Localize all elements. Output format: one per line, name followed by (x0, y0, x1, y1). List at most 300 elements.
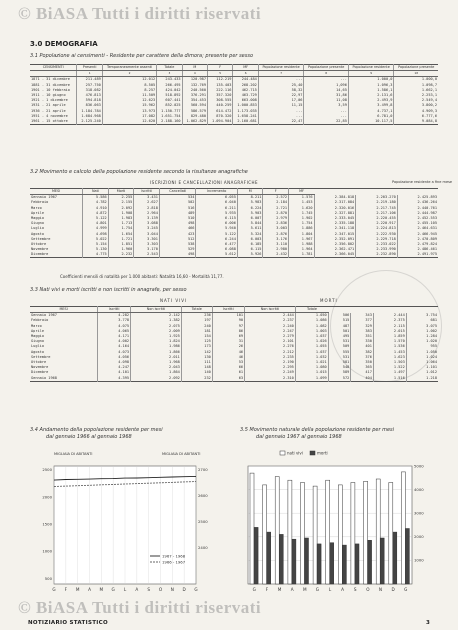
t32-cell: 466 (159, 226, 196, 231)
t32-cell: 2.721 (263, 206, 289, 211)
t32-cell: 1.960 (108, 247, 134, 252)
t33-cell: 4.171 (98, 334, 131, 339)
t32-cell: 1.804 (289, 232, 315, 237)
t33-cell: 343 (351, 313, 374, 319)
t31-cell: 829.480 (182, 114, 207, 119)
t31-cell: 2.253,1 (394, 93, 438, 98)
t32-cell: 3.088 (134, 221, 160, 226)
t31-cell: 518.892 (157, 93, 182, 98)
t33-cell: 531 (328, 339, 351, 344)
t33-cell: 404 (351, 375, 374, 381)
t32-cell: 2.232.890 (356, 252, 398, 258)
t31-cell: 1.184.784 (77, 109, 102, 114)
t32-cell: Marzo (31, 205, 42, 210)
t33-cell: 140 (181, 370, 212, 375)
t31-cell: 560.594 (182, 103, 207, 108)
t33-cell: 1.037 (295, 334, 328, 339)
right-axis-unit: MIGLIAIA DI ABITANTI (162, 452, 201, 456)
t32-cell: 2.347.015 (314, 232, 356, 237)
t32-cell: 2.486.461 (397, 247, 438, 252)
t33-cell: 2.249 (245, 370, 296, 375)
t32-cell: 5.130 (83, 247, 109, 252)
t33-cell: 555 (328, 350, 351, 355)
t32-cell: 5.324 (237, 232, 263, 237)
t31-cell: 357.320 (208, 93, 233, 98)
t31-cell: 2.493,9 (348, 98, 394, 103)
legend-swatch (310, 451, 315, 455)
t33-cell: Luglio (31, 344, 44, 349)
t31-cell: 1,096 (304, 83, 348, 88)
t32-cell: 498 (159, 221, 196, 226)
t32-cell: 1.576 (289, 195, 315, 201)
t33-cell: 1.623 (373, 355, 406, 360)
t33-cell: 509 (328, 344, 351, 349)
t32-cell: 1.983 (108, 216, 134, 221)
t32-cell: 2.452.553 (397, 216, 438, 221)
t32-cell: 423 (159, 232, 196, 237)
t32-cell: 2.341.118 (314, 226, 356, 231)
t32-cell: Settembre (31, 236, 51, 241)
t32-cell: 2.233.022 (356, 242, 398, 247)
t31-cell: 440.259 (208, 103, 233, 108)
t32-cell: 529 (159, 247, 196, 252)
t33-header: Non iscritti (245, 307, 296, 313)
t33-cell: 1.218 (406, 375, 438, 381)
t32-header: MF (289, 189, 315, 195)
t31-cell: 1.000,0 (394, 77, 438, 83)
t32-cell: 2.436.264 (397, 200, 438, 205)
t32-cell: 1.781 (289, 252, 315, 258)
legend-swatch (280, 451, 285, 455)
t32-cell: 2.464.631 (397, 226, 438, 231)
t32-cell: 2.440.761 (397, 206, 438, 211)
table-row (30, 375, 438, 381)
t31-cell: 1921 - 1 dicembre (31, 98, 68, 103)
t32-cell: 2.384.818 (314, 195, 356, 201)
y-tick-label: 5000 (414, 463, 424, 469)
t33-cell: 401 (351, 344, 374, 349)
t32-cell: 2.335.188 (314, 221, 356, 226)
t33-cell: 506 (328, 313, 351, 319)
y-tick-label: 4000 (414, 486, 424, 492)
t33-cell: 377 (351, 318, 374, 323)
t33-cell: 2.075 (131, 324, 182, 329)
t32-cell: 2.627 (134, 200, 160, 205)
t32-cell: 1.988 (289, 242, 315, 247)
t33-cell: 1.925 (131, 334, 182, 339)
t31-cell: 586.579 (182, 109, 207, 114)
t33-cell: 197 (181, 318, 212, 323)
t32-cell: 3.170 (134, 247, 160, 252)
t33-cell: 1.968 (131, 360, 182, 365)
t32-cell: 3.044 (134, 232, 160, 237)
t33-cell: 2.142 (131, 313, 182, 319)
t31-cell: 11.509 (102, 93, 156, 98)
chart-3-4-caption-2: dal gennaio 1966 al gennaio 1968 (46, 434, 132, 440)
t32-cell: 6.244 (196, 237, 237, 242)
t33-cell: Aprile (31, 328, 44, 333)
t33-cell: 495 (328, 334, 351, 339)
t31-cell: 12.620 (102, 119, 156, 125)
bar-nati (401, 472, 405, 584)
t33-cell: 1.050 (295, 313, 328, 319)
t33-cell: 2.101 (245, 339, 296, 344)
table-3-2 (30, 188, 438, 258)
t31-cell: 3.800,2 (394, 103, 438, 108)
t33-cell: 1.497 (373, 370, 406, 375)
t33-cell: Ottobre (31, 359, 47, 364)
x-tick-label: A (290, 587, 294, 592)
t31-cell: 10.117,5 (348, 119, 394, 125)
t32-cell: 2.203.270 (356, 195, 398, 201)
t32-cell: 2.217.745 (356, 206, 398, 211)
t32-cell: 2.229.718 (356, 237, 398, 242)
t32-cell: Giugno (31, 221, 44, 226)
right-tick-label: 2600 (198, 493, 208, 499)
t32-cell: 2.572 (263, 195, 289, 201)
t32-cell: 2.224.813 (356, 226, 398, 231)
t33-cell: 351 (351, 334, 374, 339)
t32-cell: Luglio (31, 226, 44, 231)
t33-cell: 1.032 (295, 355, 328, 360)
t32-cell: 1.721 (108, 237, 134, 242)
t32-cell: 2.220.455 (356, 216, 398, 221)
t33-cell: 1.824 (131, 339, 182, 344)
bar-nati (376, 479, 380, 584)
t33-cell: 2.276 (245, 344, 296, 349)
t31-cell: ... (258, 77, 304, 83)
t32-cell: 5.983 (237, 200, 263, 205)
t32-header: Cancellati (159, 189, 196, 195)
bar-nati (301, 483, 305, 585)
table-3-1-caption: 3.1 Popolazione ai censimenti - Residente per carattere della dimora; presente per sesso (30, 53, 254, 59)
t32-cell: 489 (159, 211, 196, 216)
bar-morti (254, 527, 258, 584)
t31-cell: 836.063 (77, 103, 102, 108)
t33-cell: 1.284 (406, 334, 438, 339)
t32-header: MESI (30, 189, 83, 195)
t32-cell: 5.935 (196, 211, 237, 216)
t32-cell: 6.224 (237, 206, 263, 211)
t33-cell: 2.295 (245, 365, 296, 370)
x-tick-label: M (302, 587, 307, 592)
t31-cell: 13.973 (102, 109, 156, 114)
t33-cell: 548 (328, 365, 351, 370)
t31-cell: 1871 - 31 dicembre (31, 77, 70, 82)
bar-nati (338, 485, 342, 584)
t33-cell: 53 (212, 360, 244, 365)
t33-cell: 4.056 (98, 355, 131, 360)
footer-title: NOTIZIARIO STATISTICO (28, 620, 108, 626)
t32-cell: 5.844 (237, 221, 263, 226)
t32-cell: 2.320.016 (314, 206, 356, 211)
t33-cell: Gennaio 1967 (31, 313, 57, 318)
t31-cell: 594.818 (77, 98, 102, 103)
t32-cell: 2.543 (134, 252, 160, 258)
t32-cell: Aprile (31, 210, 44, 215)
t33-cell: 1.522 (373, 365, 406, 370)
t32-cell: 3.303 (134, 242, 160, 247)
t33-cell: 1.050 (406, 350, 438, 355)
table-3-3-group-right: MORTI (320, 298, 338, 303)
t33-cell: 1.012 (406, 370, 438, 375)
t31-cell: 2.549,4 (394, 98, 438, 103)
t31-cell: 8.505 (102, 83, 156, 88)
t33-cell: 531 (328, 355, 351, 360)
t31-cell: 15.962 (102, 103, 156, 108)
t32-cell: 510 (159, 216, 196, 221)
t32-cell: 5.122 (196, 232, 237, 237)
x-tick-label: F (265, 587, 269, 592)
t32-cell: 2.222.930 (356, 232, 398, 237)
t33-cell: 154 (181, 334, 212, 339)
t31-cell: 852.025 (157, 103, 182, 108)
t31-cell: 6.777,6 (394, 114, 438, 119)
t31-cell: 14,65 (304, 88, 348, 93)
t31-cell: 1936 - 21 aprile (31, 108, 66, 113)
t32-cell: 6.007 (237, 216, 263, 221)
t31-colnum: 9 (348, 71, 394, 77)
t33-cell: 111 (181, 360, 212, 365)
y-tick-label: 1000 (414, 557, 424, 563)
t31-cell: 9.084,8 (394, 119, 438, 125)
t31-cell: 257.750 (77, 83, 102, 88)
t33-cell: 2.240 (245, 324, 296, 329)
t33-cell: 61 (212, 370, 244, 375)
t31-cell: 1.098,7 (394, 83, 438, 88)
t32-cell: 1.967 (289, 237, 315, 242)
x-tick-label: M (277, 587, 282, 592)
t33-cell: 1.516 (373, 375, 406, 381)
legend-label: morti (317, 450, 328, 456)
x-tick-label: A (341, 587, 345, 592)
y-tick-label: 3000 (414, 510, 424, 516)
t31-cell: 11,08 (304, 98, 348, 103)
t32-cell: 512 (159, 237, 196, 242)
t33-cell: 2.279 (245, 334, 296, 339)
t32-cell: 2.317.084 (314, 200, 356, 205)
t31-colnum: 1 (77, 71, 102, 77)
t32-cell: 2.818 (134, 206, 160, 211)
t31-colnum: 6 (233, 71, 258, 77)
t33-cell: 1.026 (295, 339, 328, 344)
t31-colnum: 2 (102, 71, 156, 77)
t32-cell: 3.139 (134, 216, 160, 221)
bar-nati (351, 483, 355, 585)
t32-cell: 6.477 (196, 242, 237, 247)
t32-cell: 2.366.045 (314, 252, 356, 258)
t33-cell: 1.570 (373, 339, 406, 344)
t33-cell: Giugno (31, 339, 44, 344)
t31-cell: 8.257 (102, 88, 156, 93)
t32-cell: 2.092 (108, 206, 134, 211)
t32-cell: 2.876 (263, 232, 289, 237)
t31-cell: 1.651.754 (157, 114, 182, 119)
t33-cell: 69 (212, 334, 244, 339)
x-tick-label: G (52, 587, 56, 592)
t31-cell: 2.188.160 (157, 119, 182, 125)
t33-cell: 1.986 (131, 344, 182, 349)
t31-cell: 31,86 (304, 93, 348, 98)
t31-cell: 462.715 (233, 88, 258, 93)
t32-cell: 6.115 (196, 216, 237, 221)
bar-morti (305, 538, 309, 584)
t32-cell: 1.851 (108, 242, 134, 247)
t31-cell: 2.125.240 (77, 119, 102, 125)
t33-cell: 2.092 (131, 375, 182, 381)
legend-label: 1967 - 1968 (162, 553, 186, 559)
t33-cell: 4.395 (98, 375, 131, 381)
t31-header: F (208, 65, 233, 71)
t31-cell: 614.472 (208, 109, 233, 114)
t31-cell: ... (258, 114, 304, 119)
t33-cell: 1.864 (131, 370, 182, 375)
t31-cell: 211.489 (77, 77, 102, 83)
t32-cell: 6.088 (196, 247, 237, 252)
t32-cell: 3.301 (134, 237, 160, 242)
t33-cell: 4.247 (98, 365, 131, 370)
t31-cell: 12.623 (102, 98, 156, 103)
t31-header: Totale (157, 65, 182, 71)
watermark-top: © BiASA Tutti i diritti riservati (18, 4, 262, 23)
bar-morti (267, 532, 271, 584)
bar-morti (393, 532, 397, 584)
t32-cell: 8.211 (237, 195, 263, 201)
t33-cell: Dicembre (31, 370, 49, 375)
x-tick-label: N (170, 587, 174, 592)
t32-cell: 3.431 (134, 195, 160, 201)
page-number: 3 (426, 620, 430, 626)
t31-cell: 870.320 (208, 114, 233, 119)
x-tick-label: F (64, 587, 68, 592)
t31-colnum: 5 (208, 71, 233, 77)
x-tick-label: M (99, 587, 104, 592)
t32-cell: 1.964 (289, 247, 315, 252)
t31-header: Presenti (77, 65, 102, 71)
t33-cell: 3.754 (406, 313, 438, 319)
t31-cell: 1.062.829 (182, 119, 207, 125)
t32-cell: 4.782 (83, 200, 109, 205)
t33-cell: 681 (406, 318, 438, 323)
t32-header: Iscritti (134, 189, 160, 195)
t31-cell: ... (304, 109, 348, 114)
t33-cell: 1.021 (295, 360, 328, 365)
t33-cell: 376 (351, 355, 374, 360)
t33-cell: 1.859 (373, 334, 406, 339)
t31-header: MF (233, 65, 258, 71)
x-tick-label: G (194, 587, 198, 592)
watermark-bottom: © BiASA Tutti i diritti riservati (18, 598, 262, 617)
t33-header: Non iscritti (131, 307, 182, 313)
t33-cell: 1.082 (295, 324, 328, 329)
table-3-2-side-header: Popolazione residente a fine mese (392, 180, 453, 184)
t32-cell: 4.999 (83, 226, 109, 231)
table-row (30, 252, 438, 258)
t31-cell: 354.453 (182, 98, 207, 103)
t31-cell: 58,32 (258, 88, 304, 93)
t33-cell: 90 (212, 318, 244, 323)
t32-cell: 3.110 (263, 242, 289, 247)
t32-cell: 516 (159, 206, 196, 211)
t31-cell: 4.909,3 (394, 109, 438, 114)
t33-cell: 2.444 (373, 313, 406, 319)
t33-cell: 2.375 (373, 318, 406, 323)
right-tick-label: 2700 (198, 467, 208, 473)
t32-cell: 2.836 (263, 221, 289, 226)
t33-cell: Settembre (31, 354, 51, 359)
t31-cell: 1961 - 15 ottobre (31, 118, 68, 123)
t33-header: Iscritti (212, 307, 244, 313)
t32-cell: 534 (159, 195, 196, 201)
t31-header: CENSIMENTI (30, 65, 77, 71)
t33-cell: 1.003 (295, 329, 328, 334)
bar-nati (275, 477, 279, 584)
t33-cell: 130 (181, 355, 212, 360)
t32-cell: 2.964 (134, 211, 160, 216)
x-tick-label: O (366, 587, 370, 592)
t31-header: Popolazione presente (394, 65, 438, 71)
left-tick-label: 1000 (42, 548, 52, 554)
bar-morti (368, 540, 372, 584)
t33-cell: 1.382 (131, 318, 182, 323)
t32-cell: 5.586 (83, 195, 109, 201)
t32-cell: 2.980 (263, 247, 289, 252)
t33-cell: 2.310 (245, 375, 296, 381)
t31-cell: 120.987 (182, 77, 207, 83)
t33-cell: 66 (212, 365, 244, 370)
t33-cell: Febbraio (31, 318, 49, 323)
t32-cell: 5.926 (237, 252, 263, 258)
t33-cell: 86 (212, 329, 244, 334)
t33-cell: 2.235 (245, 355, 296, 360)
t31-cell: 112.219 (208, 77, 233, 83)
legend-label: nati vivi (287, 450, 303, 456)
t32-cell: 5.903 (237, 211, 263, 216)
t32-cell: 2.255 (108, 195, 134, 201)
t31-cell: 17.082 (102, 114, 156, 119)
t32-cell: 1.754 (289, 221, 315, 226)
t32-cell: 2.219.180 (356, 200, 398, 205)
t32-cell: 4.775 (83, 252, 109, 258)
t32-header: Nati (83, 189, 109, 195)
x-tick-label: G (315, 587, 320, 592)
t32-cell: 1.713 (108, 221, 134, 226)
t33-cell: 2.237 (245, 318, 296, 323)
t32-cell: 2.220.917 (356, 221, 398, 226)
t33-cell: 2.444 (245, 313, 296, 319)
t33-cell: 1.055 (295, 344, 328, 349)
chart-3-5 (240, 446, 438, 596)
t33-cell: 4.101 (98, 370, 131, 375)
t32-cell: 3.003 (263, 226, 289, 231)
t31-cell: 1931 - 21 aprile (31, 103, 66, 108)
t32-cell: 1.745 (289, 211, 315, 216)
t33-cell: 383 (351, 329, 374, 334)
t31-cell: 1.150.777 (157, 109, 182, 114)
t32-cell: 6.211 (196, 206, 237, 211)
t31-cell: 240.560 (182, 88, 207, 93)
t33-cell: 955 (406, 344, 438, 349)
t32-cell: Novembre (31, 247, 49, 252)
t31-cell: 1.000.853 (233, 103, 258, 108)
t32-cell: Ottobre (31, 241, 47, 246)
x-tick-label: A (135, 587, 139, 592)
t32-header: M (237, 189, 263, 195)
chart-3-5-caption-2: dal gennaio 1967 al gennaio 1968 (256, 434, 342, 440)
t31-cell: 25,40 (258, 83, 304, 88)
t33-cell: 46 (212, 355, 244, 360)
t33-cell: 181 (181, 329, 212, 334)
